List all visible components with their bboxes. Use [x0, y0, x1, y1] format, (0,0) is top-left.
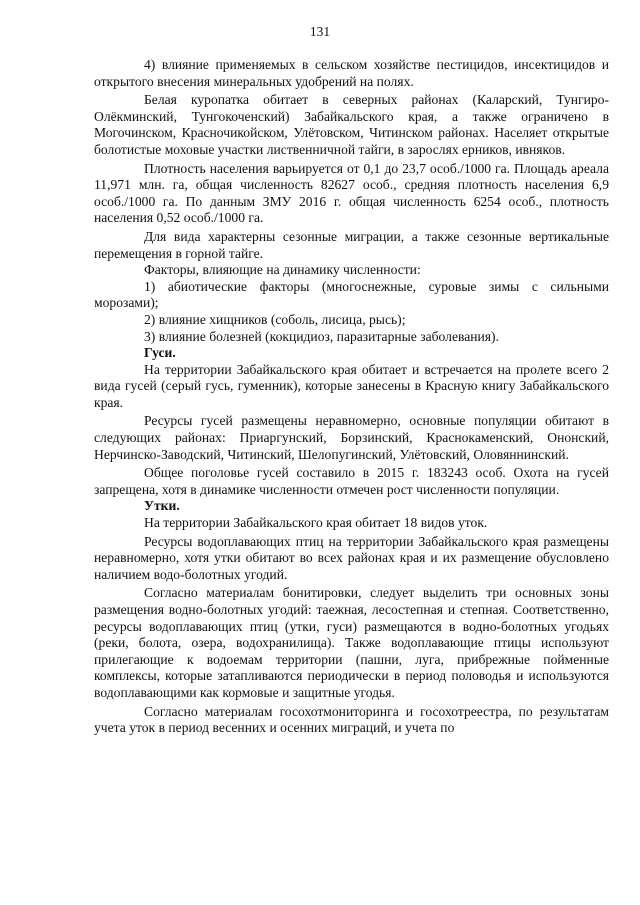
page-number: 131	[309, 24, 331, 39]
paragraph-factor-abiotic: 1) абиотические факторы (многоснежные, суровые зимы с сильными морозами);	[94, 278, 609, 311]
paragraph-ptarmigan-density: Плотность населения варьируется от 0,1 до 23,7 особ./1000 га. Площадь ареала 11,971 млн. га, общая численность 82627 особ., средняя плотность населения 6,9 особ./1000 га. По данным ЗМУ 2016 г. общая численность 6254 особ., плотность населения 0,52 особ./1000 га.	[94, 160, 609, 226]
paragraph-geese-distribution: Ресурсы гусей размещены неравномерно, основные популяции обитают в следующих районах: Приаргунский, Борзинский, Краснокаменский, Ононский, Нерчинско-Заводский, Читинский, Шелопугинский, Улётовский, Оловяннинский.	[94, 413, 609, 462]
paragraph-wetland-zones: Согласно материалам бонитировки, следует выделить три основных зоны размещения водно-болотных угодий: таежная, лесостепная и степная. Соответственно, ресурсы водоплавающих птиц (утки, гуси) размещаются в водно-болотных угодьях (реки, болота, озера, водохранилища). Также водоплавающие птицы используют прилегающие к водоемам территории (пашни, луга, прибрежные пойменные комплексы, которые затапливаются периодически в период половодья и используются водоплавающими как кормовые и защитные угодья.	[94, 585, 609, 700]
paragraph-ducks-species: На территории Забайкальского края обитает 18 видов уток.	[144, 515, 488, 531]
paragraph-ptarmigan-habitat: Белая куропатка обитает в северных районах (Каларский, Тунгиро-Олёкминский, Тунгокоченский) Забайкальского края, а также ограничено в Могочинском, Красночикойском, Улётовском, Читинском районах. Населяет открытые болотистые моховые участки лиственничной тайги, в зарослях ерников, ивняков.	[94, 92, 609, 157]
heading-geese: Гуси.	[144, 345, 176, 361]
paragraph-geese-species: На территории Забайкальского края обитает и встречается на пролете всего 2 вида гусей (серый гусь, гуменник), которые занесены в Красную книгу Забайкальского края.	[94, 361, 609, 410]
heading-ducks: Утки.	[144, 498, 180, 514]
paragraph-geese-population: Общее поголовье гусей составило в 2015 г. 183243 особ. Охота на гусей запрещена, хотя в динамике численности отмечен рост численности популяции.	[94, 465, 609, 497]
document-body	[94, 57, 609, 737]
paragraph-monitoring: Согласно материалам госохотмониторинга и госохотреестра, по результатам учета уток в период весенних и осенних миграций, и учета по	[94, 703, 609, 736]
paragraph-factor-diseases: 3) влияние болезней (кокцидиоз, паразитарные заболевания).	[144, 328, 499, 344]
paragraph-waterfowl-distribution: Ресурсы водоплавающих птиц на территории Забайкальского края размещены неравномерно, хотя утки обитают во всех районах края и их размещение обусловлено наличием водо-болотных угодий.	[94, 533, 609, 582]
paragraph-pesticides: 4) влияние применяемых в сельском хозяйстве пестицидов, инсектицидов и открытого внесения минеральных удобрений на полях.	[94, 57, 609, 89]
paragraph-factor-predators: 2) влияние хищников (соболь, лисица, рысь);	[144, 311, 406, 327]
paragraph-ptarmigan-migrations: Для вида характерны сезонные миграции, а также сезонные вертикальные перемещения в горной тайге.	[94, 228, 609, 261]
paragraph-factors-intro: Факторы, влияющие на динамику численности:	[144, 262, 421, 278]
